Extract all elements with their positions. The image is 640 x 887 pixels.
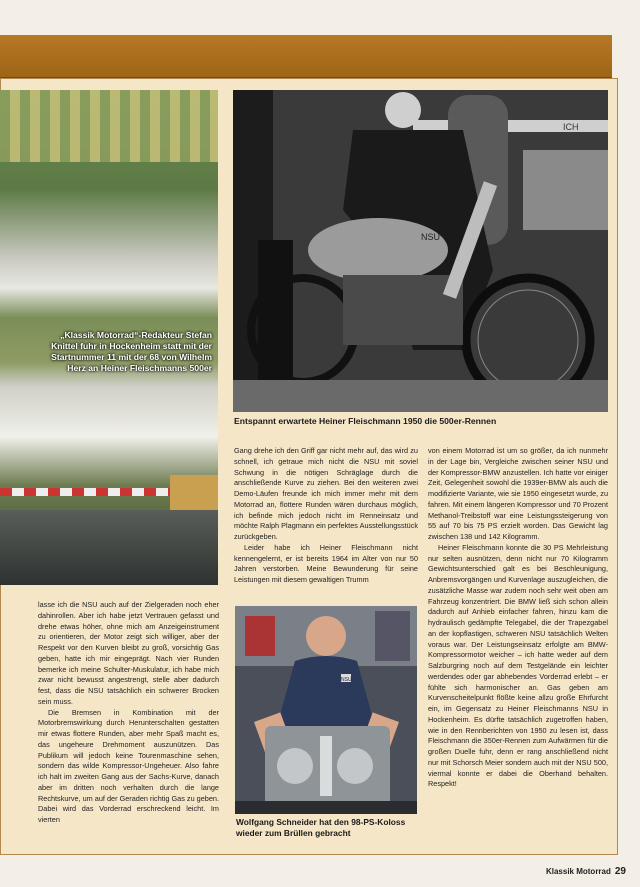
page-footer	[546, 866, 626, 877]
paragraph: Heiner Fleischmann konnte die 30 PS Mehrleistung nur selten ausnützen, denn nicht nur 70 Kilogramm Gewichtsunterschied galt es bei Beschleunigung, Anbremsvorgängen und Kurvenlage auszugleichen, die zusätzliche Masse war zudem noch sehr weit oben am Fahrzeug konzentriert. Die BMW ließ sich schon allein dadurch auf Anhieb einfacher fahren, hinzu kam die hydraulisch gedämpfte Telegabel, die der Trapezgabel an der kopflastigen, schweren NSU tatsächlich Welten voraus war. Der Leistungseinsatz erfolgte am BMW-Kompressormotor weicher – ich hatte weder auf dem Salzburgring noch auf dem Testgelände ein leichter werdendes oder gar abhebendes Vorderrad erlebt – er fühlte sich harmonischer an. Gas geben am Kurvenscheitelpunkt flößte keine allzu große Ehrfurcht ein, im Gegensatz zu Heiner Fleischmanns NSU in Hockenheim. Es dürfte tatsächlich zugetroffen haben, wie in den Rennberichten von 1950 zu lesen ist, dass Fleischmann die 350er-Rennen zum Aufwärmen für die großen Duelle fuhr, denn er rang anschließend nicht nur mit Schorsch Meier sondern auch mit der NSU 500, viermal konnte er dabei die Oberhand behalten. Respekt!	[428, 542, 608, 789]
mechanic-photo-illustration	[235, 606, 417, 814]
text-column-right	[428, 446, 608, 790]
shirt-badge: NSU	[341, 677, 352, 683]
historic-photo	[233, 90, 608, 412]
historic-photo-illustration	[233, 90, 608, 412]
paragraph: Leider habe ich Heiner Fleischmann nicht kennengelernt, er ist bereits 1964 im Alter von nur 50 Jahren verstorben. Meine Bewunderung für seine Leistungen mit diesem gewaltigen Trumm	[234, 542, 418, 584]
magazine-name: Klassik Motorrad	[545, 867, 611, 876]
header-band	[0, 35, 612, 78]
grandstand	[0, 90, 218, 162]
tank-badge: NSU	[421, 232, 441, 242]
text-column-middle	[234, 446, 418, 586]
mechanic-photo-caption: Wolfgang Schneider hat den 98-PS-Koloss wieder zum Brüllen gebracht	[236, 817, 406, 838]
paragraph: Gang drehe ich den Griff gar nicht mehr auf, das wird zu schnell, ich getraue mich nicht die NSU mit soviel Schwung in die nötigen Schräglage durch die anschließende Kurve zu ziehen. Bei den weiteren zwei Demo-Läufen freunde ich mich immer mehr mit dem Motorrad an, flottere Runden wären durchaus möglich, ich befinde mich jedoch nicht im Renneinsatz und möchte Ralph Plagmann ein perfektes Ausstellungsstück zurückgeben.	[234, 446, 418, 541]
banner-text: ICH	[563, 122, 579, 132]
paragraph: lasse ich die NSU auch auf der Zielgeraden noch eher dahinrollen. Aber ich habe jetzt Vertrauen gefasst und drehe etwas höher, ohne mich am Anzeigeinstrument zu orientieren, der Motor zeigt sich williger, aber der Respekt vor den Kurven bleibt zu groß, vorsichtig Gas geben, hatte ich mir eingeprägt. Nach vier Runden bemerke ich meine Schulter-Muskulatur, ich habe mich zwar nicht bewusst angestrengt, stelle aber dadurch fest, dass die NSU tatsächlich ein schwerer Brocken sein muss.	[38, 600, 219, 706]
hay-bale	[170, 475, 218, 515]
paragraph: Die Bremsen in Kombination mit der Motorbremswirkung durch Herunterschalten gestatten mir etwas flottere Runden, aber mehr Spaß macht es, das ungeheure Drehmoment auszunützen. Das Publikum will jedoch keine Tourenmaschine sehen, sondern das wilde Kompressor-Ungeheuer. Also fahre ich halt im zweiten Gang aus der Sachs-Kurve, danach aber im dritten noch verhalten durch die lange Rechtskurve, um auf der Geraden richtig Gas zu geben. Dabei wird das Vorderrad erschreckend leicht. Im vierten	[38, 707, 219, 824]
text-column-left	[38, 600, 219, 826]
race-track	[0, 510, 218, 585]
mechanic-photo	[235, 606, 417, 814]
historic-photo-caption: Entspannt erwartete Heiner Fleischmann 1950 die 500er-Rennen	[234, 416, 497, 426]
paragraph: von einem Motorrad ist um so größer, da ich nunmehr in der Lage bin, Vergleiche zwischen seiner NSU und der Kompressor-BMW anzustellen. Ich hatte vor einiger Zeit, Gelegenheit sowohl die 1939er-BMW als auch die modifizierte Variante, wie sie 1950 eingesetzt wurde, zu fahren. Mit einem längeren Kompressor und 70 Prozent Methanol-Treibstoff war eine Leistungssteigerung von 55 auf 70 bis 75 PS erzielt worden. Das Gewicht lag zwischen 138 und 142 Kilogramm.	[428, 446, 608, 541]
page-number: 29	[614, 866, 626, 877]
race-photo-caption: „Klassik Motorrad“-Redakteur Stefan Knittel fuhr in Hockenheim statt mit der Startnummer 11 mit der 68 von Wilhelm Herz an Heiner Fleischmanns 500er	[51, 330, 212, 373]
